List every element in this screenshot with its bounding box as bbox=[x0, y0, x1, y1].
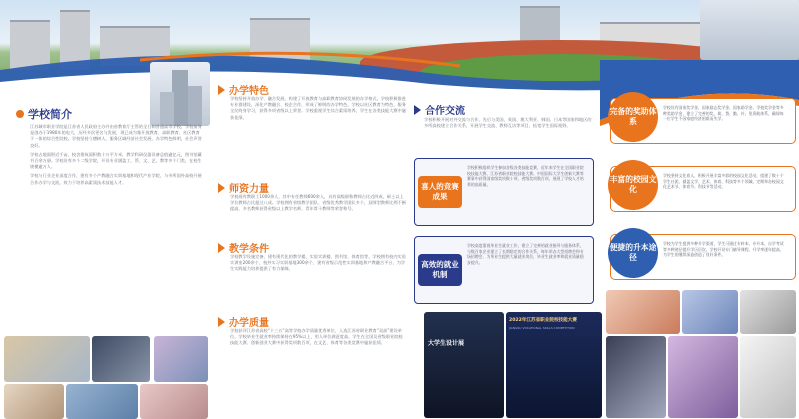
intro-photo-4 bbox=[4, 384, 64, 419]
right-photo-4 bbox=[606, 336, 666, 418]
building-photo bbox=[150, 62, 210, 126]
intro-photo-5 bbox=[66, 384, 138, 419]
highlight-competition-label: 喜人的竞赛成果 bbox=[418, 176, 462, 208]
highlight-competition: 学校积极组织学生参加各级各类技能竞赛，近年来学生在全国职业院校技能大赛、江苏省职业院校技能大赛、中国国际大学生创新大赛等赛事中获得国家级奖项数十项、省级奖项数百项，展现了学校人才培养的高质量。 bbox=[414, 158, 594, 226]
triangle-icon bbox=[218, 317, 225, 327]
dot-icon bbox=[16, 110, 24, 118]
culture-box: 学校坚持文化育人，积极开展丰富多彩的校园文化活动，组建了数十个学生社团，涵盖文学、艺术、体育、科技等多个领域，定期举办校园文化艺术节、体育节、科技节等活动。 bbox=[610, 166, 796, 212]
triangle-icon bbox=[218, 183, 225, 193]
right-photo-2 bbox=[682, 290, 738, 334]
upgrade-label: 便捷的升本途径 bbox=[608, 228, 658, 278]
scholarship-box: 学校设有国家奖学金、国家励志奖学金、国家助学金、学校奖学金等多种奖助学金，建立了完善的奖、助、贷、勤、补、免资助体系，确保每一位学生不因家庭经济困难而失学。 bbox=[610, 98, 796, 144]
right-photo-6 bbox=[740, 336, 796, 418]
intro-photo-6 bbox=[140, 384, 208, 419]
event-photo: 2022年江苏省职业院校技能大赛 JIANGSU VOCATIONAL SKILLS COMPETITION bbox=[506, 312, 602, 418]
stage-photo: 大学生设计展 bbox=[424, 312, 504, 418]
intro-text: 江苏城市职业学院是江苏省人民政府主办并由省教育厅主管的全日制普通高等学校。学校前身是创办于1980年的电大，历经多次更名与发展，现已成为集开放教育、高职教育、社区教育于一体的综合性院校。学校坚持立德树人，服务区域经济社会发展，办学特色鲜明，社会声誉良好。 学校占地面积近千亩，校舍建筑面积数十万平方米，教学科研仪器设备总值逾亿元，图书馆藏书百余万册。学校设有多个二级学院，开设专业涵盖工、管、文、艺、教等多个门类，在校生规模逾万人。 学校与行业企业深度合作，建有多个产教融合实训基地和现代产业学院，与多所国外高校开展合作办学与交流，致力于培养高素质技术技能人才。 bbox=[30, 124, 202, 185]
triangle-icon bbox=[218, 243, 225, 253]
intro-photo-3 bbox=[154, 336, 208, 382]
intro-photo-1 bbox=[4, 336, 90, 382]
triangle-icon bbox=[414, 105, 421, 115]
scholarship-label: 完备的奖助体系 bbox=[608, 92, 658, 142]
highlight-employment: 学校高度重视毕业生就业工作，建立了完善的就业指导与服务体系，与数百家企业建立了长期稳定的合作关系，每年举办大型招聘会和专场招聘会，为毕业生提供大量就业岗位，毕业生就业率和就业质量稳步提升。 bbox=[414, 236, 594, 304]
culture-label: 丰富的校园文化 bbox=[608, 160, 658, 210]
intro-title: 学校简介 bbox=[16, 106, 72, 122]
right-photo-5 bbox=[668, 336, 738, 418]
right-photo-1 bbox=[606, 290, 680, 334]
upgrade-box: 学校为学生提供多种升学渠道，学生可通过专转本、专升本、自学考试等多种途径提升学历层次，学校开设专门辅导课程，升学率逐年提高，为学生的继续深造创造了良好条件。 bbox=[610, 234, 796, 280]
intro-photo-2 bbox=[92, 336, 150, 382]
highlight-employment-label: 高效的就业机制 bbox=[418, 254, 462, 286]
right-building-photo bbox=[700, 0, 799, 60]
triangle-icon bbox=[218, 85, 225, 95]
right-photo-3 bbox=[740, 290, 796, 334]
